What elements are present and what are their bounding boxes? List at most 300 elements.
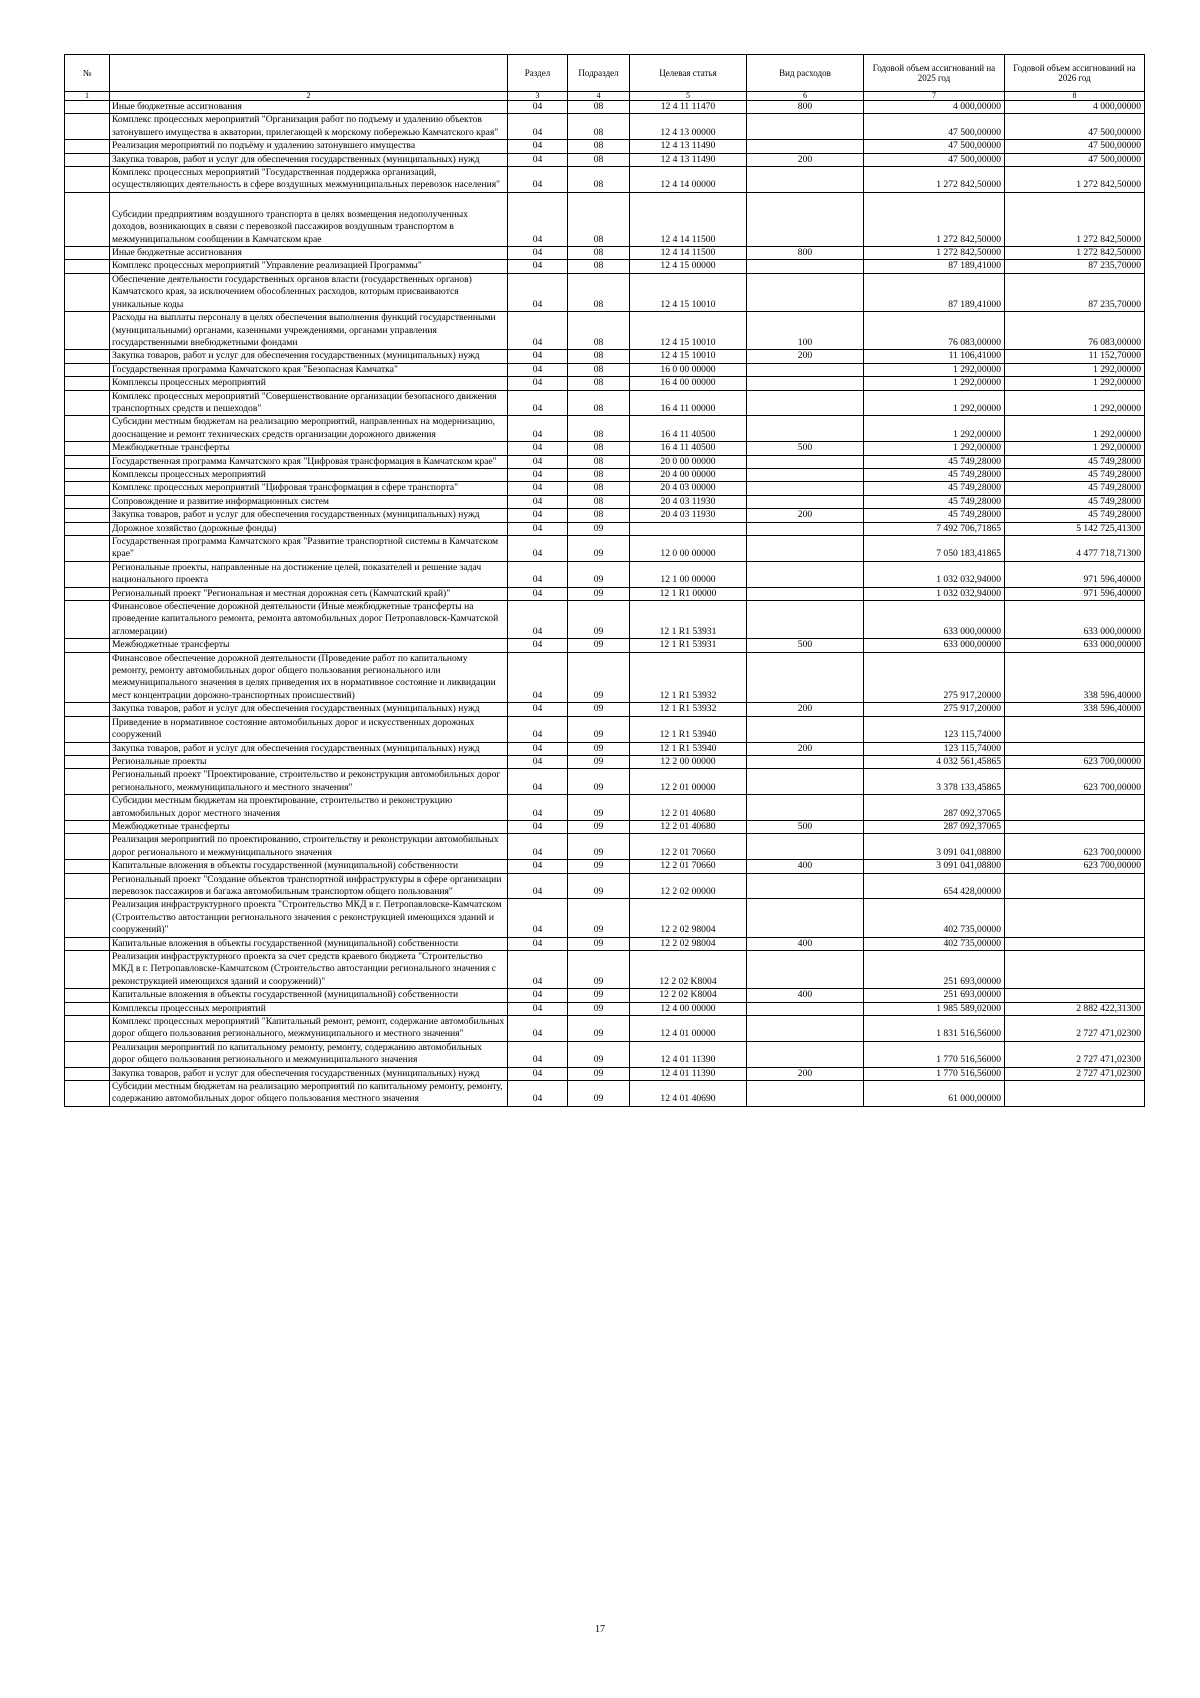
row-expense-type bbox=[747, 114, 864, 140]
row-target: 12 4 01 40690 bbox=[630, 1081, 747, 1107]
row-name: Финансовое обеспечение дорожной деятельности (Иные межбюджетные трансферты на проведение капитального ремонта, ремонта автомобильных дорог Петропавловск-Камчатской агломерации) bbox=[110, 601, 508, 639]
row-number bbox=[65, 1016, 110, 1042]
row-target: 20 4 00 00000 bbox=[630, 468, 747, 481]
row-name: Капитальные вложения в объекты государственной (муниципальной) собственности bbox=[110, 937, 508, 950]
row-target: 12 2 01 70660 bbox=[630, 834, 747, 860]
row-target: 16 4 11 40500 bbox=[630, 416, 747, 442]
table-row bbox=[65, 1081, 1145, 1107]
row-number bbox=[65, 937, 110, 950]
row-expense-type: 200 bbox=[747, 509, 864, 522]
table-row bbox=[65, 455, 1145, 468]
row-amount-2025: 1 985 589,02000 bbox=[864, 1002, 1005, 1015]
row-target: 12 1 R1 53932 bbox=[630, 703, 747, 716]
table-row bbox=[65, 312, 1145, 350]
table-row bbox=[65, 1016, 1145, 1042]
row-target: 20 4 03 00000 bbox=[630, 482, 747, 495]
table-row bbox=[65, 1002, 1145, 1015]
row-target: 12 2 01 00000 bbox=[630, 769, 747, 795]
table-row bbox=[65, 260, 1145, 273]
row-amount-2025: 1 272 842,50000 bbox=[864, 192, 1005, 246]
row-podrazdel: 08 bbox=[568, 442, 630, 455]
table-row bbox=[65, 153, 1145, 166]
column-number: 1 bbox=[65, 92, 110, 101]
table-row bbox=[65, 1041, 1145, 1067]
table-row bbox=[65, 703, 1145, 716]
row-amount-2026: 87 235,70000 bbox=[1005, 273, 1145, 311]
row-target: 12 2 02 K8004 bbox=[630, 951, 747, 989]
row-target: 20 0 00 00000 bbox=[630, 455, 747, 468]
row-podrazdel: 08 bbox=[568, 377, 630, 390]
row-podrazdel: 08 bbox=[568, 363, 630, 376]
row-expense-type bbox=[747, 1041, 864, 1067]
row-podrazdel: 09 bbox=[568, 755, 630, 768]
row-target: 12 2 01 40680 bbox=[630, 820, 747, 833]
row-name: Субсидии местным бюджетам на реализацию мероприятий по капитальному ремонту, ремонту, содержанию автомобильных дорог общего пользования местного значения bbox=[110, 1081, 508, 1107]
row-expense-type bbox=[747, 1016, 864, 1042]
row-podrazdel: 08 bbox=[568, 468, 630, 481]
row-razdel: 04 bbox=[508, 363, 568, 376]
row-amount-2026: 1 272 842,50000 bbox=[1005, 192, 1145, 246]
row-razdel: 04 bbox=[508, 1081, 568, 1107]
row-razdel: 04 bbox=[508, 795, 568, 821]
row-amount-2025: 45 749,28000 bbox=[864, 482, 1005, 495]
row-podrazdel: 08 bbox=[568, 140, 630, 153]
row-podrazdel: 09 bbox=[568, 899, 630, 937]
row-expense-type bbox=[747, 363, 864, 376]
row-razdel: 04 bbox=[508, 601, 568, 639]
row-number bbox=[65, 350, 110, 363]
row-expense-type bbox=[747, 390, 864, 416]
row-amount-2026 bbox=[1005, 1081, 1145, 1107]
row-number bbox=[65, 989, 110, 1002]
row-amount-2026: 76 083,00000 bbox=[1005, 312, 1145, 350]
row-razdel: 04 bbox=[508, 536, 568, 562]
row-name: Приведение в нормативное состояние автомобильных дорог и искусственных дорожных сооружений bbox=[110, 716, 508, 742]
row-expense-type: 200 bbox=[747, 742, 864, 755]
row-name: Межбюджетные трансферты bbox=[110, 820, 508, 833]
row-expense-type bbox=[747, 536, 864, 562]
row-target: 16 0 00 00000 bbox=[630, 363, 747, 376]
row-expense-type: 500 bbox=[747, 639, 864, 652]
row-name: Обеспечение деятельности государственных органов власти (государственных органов) Камчатского края, за исключением обособленных расходов, которым присваиваются уникальные коды bbox=[110, 273, 508, 311]
table-row bbox=[65, 795, 1145, 821]
row-target: 12 4 01 00000 bbox=[630, 1016, 747, 1042]
row-razdel: 04 bbox=[508, 937, 568, 950]
table-row bbox=[65, 350, 1145, 363]
row-number bbox=[65, 652, 110, 703]
row-number bbox=[65, 899, 110, 937]
row-razdel: 04 bbox=[508, 260, 568, 273]
row-razdel: 04 bbox=[508, 860, 568, 873]
row-target: 12 4 15 10010 bbox=[630, 273, 747, 311]
column-number: 3 bbox=[508, 92, 568, 101]
column-number: 4 bbox=[568, 92, 630, 101]
row-amount-2025: 1 032 032,94000 bbox=[864, 561, 1005, 587]
row-expense-type bbox=[747, 601, 864, 639]
row-podrazdel: 08 bbox=[568, 312, 630, 350]
row-razdel: 04 bbox=[508, 587, 568, 600]
header-2025: Годовой объем ассигнований на 2025 год bbox=[864, 55, 1005, 92]
row-number bbox=[65, 312, 110, 350]
row-target: 16 4 00 00000 bbox=[630, 377, 747, 390]
row-target: 12 1 R1 00000 bbox=[630, 587, 747, 600]
row-number bbox=[65, 442, 110, 455]
header-razdel: Раздел bbox=[508, 55, 568, 92]
row-razdel: 04 bbox=[508, 820, 568, 833]
row-amount-2025: 7 050 183,41865 bbox=[864, 536, 1005, 562]
row-amount-2026: 623 700,00000 bbox=[1005, 755, 1145, 768]
row-number bbox=[65, 167, 110, 193]
row-razdel: 04 bbox=[508, 350, 568, 363]
row-amount-2025: 1 272 842,50000 bbox=[864, 247, 1005, 260]
row-name: Региональные проекты bbox=[110, 755, 508, 768]
row-amount-2025: 45 749,28000 bbox=[864, 455, 1005, 468]
row-podrazdel: 09 bbox=[568, 1067, 630, 1080]
table-row bbox=[65, 652, 1145, 703]
row-expense-type bbox=[747, 755, 864, 768]
table-row bbox=[65, 937, 1145, 950]
row-number bbox=[65, 522, 110, 535]
row-amount-2025: 7 492 706,71865 bbox=[864, 522, 1005, 535]
row-amount-2026 bbox=[1005, 795, 1145, 821]
table-row bbox=[65, 601, 1145, 639]
table-row bbox=[65, 742, 1145, 755]
row-name: Капитальные вложения в объекты государственной (муниципальной) собственности bbox=[110, 860, 508, 873]
column-number: 5 bbox=[630, 92, 747, 101]
table-row bbox=[65, 114, 1145, 140]
row-amount-2025: 1 292,00000 bbox=[864, 377, 1005, 390]
header-target: Целевая статья bbox=[630, 55, 747, 92]
row-amount-2026: 2 882 422,31300 bbox=[1005, 1002, 1145, 1015]
row-name: Комплекс процессных мероприятий "Цифровая трансформация в сфере транспорта" bbox=[110, 482, 508, 495]
table-row bbox=[65, 273, 1145, 311]
row-expense-type bbox=[747, 273, 864, 311]
row-number bbox=[65, 468, 110, 481]
row-expense-type: 100 bbox=[747, 312, 864, 350]
row-expense-type bbox=[747, 716, 864, 742]
row-target: 12 4 13 11490 bbox=[630, 153, 747, 166]
row-name: Комплекс процессных мероприятий "Организация работ по подъему и удалению объектов затонувшего имущества в акватории, прилегающей к морскому побережью Камчатского края" bbox=[110, 114, 508, 140]
row-name: Субсидии местным бюджетам на реализацию мероприятий, направленных на модернизацию, дооснащение и ремонт технических средств организации дорожного движения bbox=[110, 416, 508, 442]
row-amount-2025: 1 831 516,56000 bbox=[864, 1016, 1005, 1042]
table-row bbox=[65, 140, 1145, 153]
table-row bbox=[65, 167, 1145, 193]
row-target: 12 1 R1 53932 bbox=[630, 652, 747, 703]
row-podrazdel: 09 bbox=[568, 587, 630, 600]
row-target: 12 4 14 11500 bbox=[630, 247, 747, 260]
row-amount-2025: 633 000,00000 bbox=[864, 639, 1005, 652]
row-expense-type: 400 bbox=[747, 860, 864, 873]
row-podrazdel: 09 bbox=[568, 522, 630, 535]
row-podrazdel: 09 bbox=[568, 820, 630, 833]
row-expense-type: 400 bbox=[747, 937, 864, 950]
table-row bbox=[65, 834, 1145, 860]
row-amount-2026 bbox=[1005, 716, 1145, 742]
row-podrazdel: 08 bbox=[568, 390, 630, 416]
row-amount-2025: 45 749,28000 bbox=[864, 495, 1005, 508]
row-amount-2025: 275 917,20000 bbox=[864, 652, 1005, 703]
row-podrazdel: 08 bbox=[568, 101, 630, 114]
row-name: Иные бюджетные ассигнования bbox=[110, 101, 508, 114]
row-amount-2025: 4 032 561,45865 bbox=[864, 755, 1005, 768]
row-target: 20 4 03 11930 bbox=[630, 509, 747, 522]
row-amount-2025: 1 292,00000 bbox=[864, 363, 1005, 376]
table-row bbox=[65, 192, 1145, 246]
row-expense-type: 800 bbox=[747, 101, 864, 114]
row-target: 20 4 03 11930 bbox=[630, 495, 747, 508]
row-expense-type: 200 bbox=[747, 153, 864, 166]
row-amount-2026: 623 700,00000 bbox=[1005, 834, 1145, 860]
row-podrazdel: 08 bbox=[568, 153, 630, 166]
row-razdel: 04 bbox=[508, 114, 568, 140]
row-name: Государственная программа Камчатского края "Безопасная Камчатка" bbox=[110, 363, 508, 376]
table-body bbox=[65, 101, 1145, 1107]
row-amount-2025: 61 000,00000 bbox=[864, 1081, 1005, 1107]
row-expense-type: 800 bbox=[747, 247, 864, 260]
row-amount-2025: 251 693,00000 bbox=[864, 951, 1005, 989]
row-podrazdel: 09 bbox=[568, 742, 630, 755]
row-name: Финансовое обеспечение дорожной деятельности (Проведение работ по капитальному ремонту, ремонту автомобильных дорог общего пользования регионального или межмуниципального значения в целях приведения их в нормативное состояние и ликвидации мест концентрации дорожно-транспортных происшествий) bbox=[110, 652, 508, 703]
table-row bbox=[65, 522, 1145, 535]
row-amount-2026: 623 700,00000 bbox=[1005, 769, 1145, 795]
row-razdel: 04 bbox=[508, 273, 568, 311]
page-number: 17 bbox=[595, 1624, 605, 1635]
row-target: 12 4 15 10010 bbox=[630, 350, 747, 363]
table-row bbox=[65, 899, 1145, 937]
row-podrazdel: 09 bbox=[568, 1016, 630, 1042]
table-row bbox=[65, 390, 1145, 416]
row-number bbox=[65, 101, 110, 114]
row-expense-type bbox=[747, 495, 864, 508]
row-number bbox=[65, 703, 110, 716]
row-number bbox=[65, 860, 110, 873]
row-podrazdel: 09 bbox=[568, 601, 630, 639]
row-razdel: 04 bbox=[508, 455, 568, 468]
row-razdel: 04 bbox=[508, 716, 568, 742]
table-row bbox=[65, 416, 1145, 442]
row-amount-2026: 1 292,00000 bbox=[1005, 442, 1145, 455]
row-target: 12 4 14 11500 bbox=[630, 192, 747, 246]
row-amount-2026: 47 500,00000 bbox=[1005, 114, 1145, 140]
row-razdel: 04 bbox=[508, 192, 568, 246]
row-podrazdel: 08 bbox=[568, 482, 630, 495]
row-target bbox=[630, 522, 747, 535]
row-razdel: 04 bbox=[508, 390, 568, 416]
table-row bbox=[65, 442, 1145, 455]
row-amount-2025: 47 500,00000 bbox=[864, 140, 1005, 153]
row-amount-2026: 633 000,00000 bbox=[1005, 639, 1145, 652]
header-num: № bbox=[65, 55, 110, 92]
row-podrazdel: 08 bbox=[568, 247, 630, 260]
row-expense-type bbox=[747, 522, 864, 535]
row-amount-2026 bbox=[1005, 820, 1145, 833]
row-target: 12 4 11 11470 bbox=[630, 101, 747, 114]
budget-table-sheet bbox=[64, 54, 1144, 1107]
row-amount-2025: 87 189,41000 bbox=[864, 260, 1005, 273]
row-number bbox=[65, 820, 110, 833]
table-row bbox=[65, 951, 1145, 989]
row-amount-2026 bbox=[1005, 989, 1145, 1002]
row-name: Межбюджетные трансферты bbox=[110, 639, 508, 652]
row-amount-2026 bbox=[1005, 873, 1145, 899]
row-number bbox=[65, 482, 110, 495]
row-amount-2025: 251 693,00000 bbox=[864, 989, 1005, 1002]
row-podrazdel: 08 bbox=[568, 455, 630, 468]
row-name: Комплексы процессных мероприятий bbox=[110, 468, 508, 481]
row-target: 12 4 14 00000 bbox=[630, 167, 747, 193]
row-name: Закупка товаров, работ и услуг для обеспечения государственных (муниципальных) нужд bbox=[110, 703, 508, 716]
row-amount-2026: 2 727 471,02300 bbox=[1005, 1041, 1145, 1067]
row-number bbox=[65, 587, 110, 600]
row-razdel: 04 bbox=[508, 416, 568, 442]
row-amount-2025: 1 770 516,56000 bbox=[864, 1067, 1005, 1080]
column-number: 7 bbox=[864, 92, 1005, 101]
row-target: 12 4 01 11390 bbox=[630, 1067, 747, 1080]
row-name: Субсидии предприятиям воздушного транспорта в целях возмещения недополученных доходов, возникающих в связи с перевозкой пассажиров воздушным транспортом в межмуниципальном сообщении в Камчатском крае bbox=[110, 192, 508, 246]
row-razdel: 04 bbox=[508, 834, 568, 860]
row-expense-type bbox=[747, 377, 864, 390]
row-amount-2026: 4 000,00000 bbox=[1005, 101, 1145, 114]
row-amount-2026: 45 749,28000 bbox=[1005, 468, 1145, 481]
row-amount-2025: 1 292,00000 bbox=[864, 416, 1005, 442]
header-expense-type: Вид расходов bbox=[747, 55, 864, 92]
row-amount-2026 bbox=[1005, 937, 1145, 950]
row-number bbox=[65, 509, 110, 522]
row-podrazdel: 09 bbox=[568, 561, 630, 587]
row-name: Капитальные вложения в объекты государственной (муниципальной) собственности bbox=[110, 989, 508, 1002]
row-amount-2026: 1 292,00000 bbox=[1005, 390, 1145, 416]
row-expense-type: 500 bbox=[747, 820, 864, 833]
column-number: 2 bbox=[110, 92, 508, 101]
row-name: Закупка товаров, работ и услуг для обеспечения государственных (муниципальных) нужд bbox=[110, 1067, 508, 1080]
row-expense-type bbox=[747, 652, 864, 703]
row-razdel: 04 bbox=[508, 989, 568, 1002]
row-number bbox=[65, 834, 110, 860]
row-podrazdel: 09 bbox=[568, 989, 630, 1002]
row-number bbox=[65, 755, 110, 768]
row-podrazdel: 08 bbox=[568, 167, 630, 193]
row-number bbox=[65, 1041, 110, 1067]
row-number bbox=[65, 260, 110, 273]
row-amount-2026: 87 235,70000 bbox=[1005, 260, 1145, 273]
row-podrazdel: 08 bbox=[568, 192, 630, 246]
row-target: 12 1 00 00000 bbox=[630, 561, 747, 587]
row-amount-2026: 1 272 842,50000 bbox=[1005, 247, 1145, 260]
table-row bbox=[65, 495, 1145, 508]
row-amount-2026 bbox=[1005, 899, 1145, 937]
row-razdel: 04 bbox=[508, 468, 568, 481]
row-amount-2026 bbox=[1005, 742, 1145, 755]
row-name: Закупка товаров, работ и услуг для обеспечения государственных (муниципальных) нужд bbox=[110, 350, 508, 363]
row-name: Комплекс процессных мероприятий "Капитальный ремонт, ремонт, содержание автомобильных дорог общего пользования регионального, межмуниципального и местного значения" bbox=[110, 1016, 508, 1042]
row-amount-2025: 45 749,28000 bbox=[864, 509, 1005, 522]
row-target: 16 4 11 40500 bbox=[630, 442, 747, 455]
row-amount-2026: 2 727 471,02300 bbox=[1005, 1067, 1145, 1080]
row-amount-2025: 3 091 041,08800 bbox=[864, 834, 1005, 860]
row-podrazdel: 08 bbox=[568, 350, 630, 363]
row-name: Комплекс процессных мероприятий "Государственная поддержка организаций, осуществляющих деятельность в сфере воздушных межмуниципальных перевозок населения" bbox=[110, 167, 508, 193]
row-expense-type bbox=[747, 873, 864, 899]
row-expense-type bbox=[747, 834, 864, 860]
row-razdel: 04 bbox=[508, 639, 568, 652]
row-target: 12 0 00 00000 bbox=[630, 536, 747, 562]
row-target: 12 2 02 00000 bbox=[630, 873, 747, 899]
row-expense-type bbox=[747, 416, 864, 442]
row-podrazdel: 08 bbox=[568, 416, 630, 442]
row-razdel: 04 bbox=[508, 951, 568, 989]
row-name: Региональный проект "Проектирование, строительство и реконструкция автомобильных дорог регионального, межмуниципального и местного значения" bbox=[110, 769, 508, 795]
row-expense-type bbox=[747, 455, 864, 468]
row-amount-2025: 633 000,00000 bbox=[864, 601, 1005, 639]
row-amount-2026: 5 142 725,41300 bbox=[1005, 522, 1145, 535]
row-expense-type bbox=[747, 482, 864, 495]
row-number bbox=[65, 716, 110, 742]
row-podrazdel: 09 bbox=[568, 795, 630, 821]
row-podrazdel: 09 bbox=[568, 937, 630, 950]
row-expense-type: 200 bbox=[747, 703, 864, 716]
column-number: 6 bbox=[747, 92, 864, 101]
row-amount-2026: 1 292,00000 bbox=[1005, 416, 1145, 442]
row-razdel: 04 bbox=[508, 1067, 568, 1080]
row-podrazdel: 09 bbox=[568, 1041, 630, 1067]
row-name: Комплексы процессных мероприятий bbox=[110, 1002, 508, 1015]
row-number bbox=[65, 561, 110, 587]
row-razdel: 04 bbox=[508, 1016, 568, 1042]
table-row bbox=[65, 873, 1145, 899]
row-target: 12 4 15 10010 bbox=[630, 312, 747, 350]
row-name: Реализация мероприятий по проектированию, строительству и реконструкции автомобильных дорог регионального и межмуниципального значения bbox=[110, 834, 508, 860]
row-target: 12 2 01 70660 bbox=[630, 860, 747, 873]
row-name: Государственная программа Камчатского края "Развитие транспортной системы в Камчатском крае" bbox=[110, 536, 508, 562]
row-number bbox=[65, 1067, 110, 1080]
row-razdel: 04 bbox=[508, 652, 568, 703]
table-row bbox=[65, 482, 1145, 495]
row-number bbox=[65, 192, 110, 246]
row-name: Региональный проект "Региональная и местная дорожная сеть (Камчатский край)" bbox=[110, 587, 508, 600]
row-expense-type bbox=[747, 167, 864, 193]
row-razdel: 04 bbox=[508, 101, 568, 114]
row-amount-2026: 2 727 471,02300 bbox=[1005, 1016, 1145, 1042]
row-podrazdel: 08 bbox=[568, 495, 630, 508]
header-2026: Годовой объем ассигнований на 2026 год bbox=[1005, 55, 1145, 92]
row-number bbox=[65, 795, 110, 821]
row-razdel: 04 bbox=[508, 755, 568, 768]
row-expense-type bbox=[747, 561, 864, 587]
row-amount-2026: 1 272 842,50000 bbox=[1005, 167, 1145, 193]
row-expense-type bbox=[747, 1081, 864, 1107]
budget-allocations-table bbox=[64, 54, 1145, 1107]
row-razdel: 04 bbox=[508, 742, 568, 755]
row-name: Закупка товаров, работ и услуг для обеспечения государственных (муниципальных) нужд bbox=[110, 509, 508, 522]
row-name: Комплекс процессных мероприятий "Управление реализацией Программы" bbox=[110, 260, 508, 273]
row-amount-2026: 971 596,40000 bbox=[1005, 561, 1145, 587]
row-expense-type: 500 bbox=[747, 442, 864, 455]
row-razdel: 04 bbox=[508, 509, 568, 522]
row-number bbox=[65, 273, 110, 311]
row-name: Государственная программа Камчатского края "Цифровая трансформация в Камчатском крае" bbox=[110, 455, 508, 468]
row-razdel: 04 bbox=[508, 561, 568, 587]
row-podrazdel: 09 bbox=[568, 834, 630, 860]
row-target: 12 4 15 00000 bbox=[630, 260, 747, 273]
table-row bbox=[65, 639, 1145, 652]
row-amount-2026: 633 000,00000 bbox=[1005, 601, 1145, 639]
table-row bbox=[65, 561, 1145, 587]
row-podrazdel: 08 bbox=[568, 273, 630, 311]
row-number bbox=[65, 455, 110, 468]
row-target: 12 4 13 11490 bbox=[630, 140, 747, 153]
row-podrazdel: 09 bbox=[568, 1081, 630, 1107]
row-amount-2025: 287 092,37065 bbox=[864, 795, 1005, 821]
